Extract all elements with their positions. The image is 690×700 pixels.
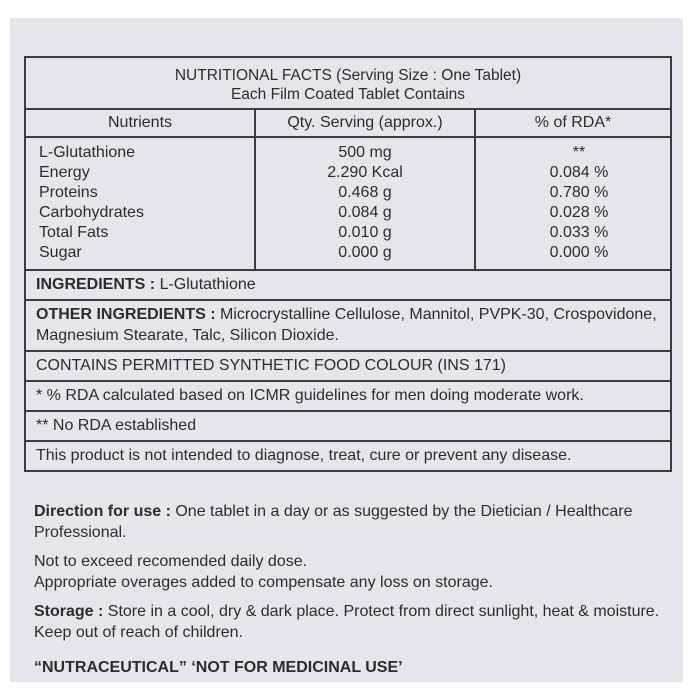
table-cell-nutrient: Sugar bbox=[39, 244, 82, 261]
table-cell-nutrient: Total Fats bbox=[39, 224, 109, 241]
table-cell-nutrient: Proteins bbox=[39, 184, 98, 201]
table-cell-rda: 0.033 % bbox=[549, 224, 609, 241]
instructions-block bbox=[34, 501, 674, 678]
table-cell-qty: 500 mg bbox=[338, 144, 392, 161]
table-cell-qty: 0.000 g bbox=[338, 244, 392, 261]
column-header-rda: % of RDA* bbox=[475, 110, 670, 137]
dose-warning: Not to exceed recomended daily dose. bbox=[34, 553, 308, 570]
no-rda-footnote: ** No RDA established bbox=[26, 410, 670, 440]
ingredients-section bbox=[26, 269, 670, 299]
nutraceutical-statement: “NUTRACEUTICAL” ‘NOT FOR MEDICINAL USE’ bbox=[34, 659, 403, 676]
storage-label: Storage : bbox=[34, 603, 104, 620]
table-cell-rda: 0.000 % bbox=[549, 244, 609, 261]
table-cell-qty: 2.290 Kcal bbox=[327, 164, 403, 181]
disclaimer: This product is not intended to diagnose, treat, cure or prevent any disease. bbox=[26, 440, 670, 470]
table-cell-qty: 0.010 g bbox=[338, 224, 392, 241]
storage-instructions bbox=[34, 601, 674, 643]
table-cell-rda: 0.028 % bbox=[549, 204, 609, 221]
facts-title-line1: NUTRITIONAL FACTS (Serving Size : One Tablet) bbox=[174, 67, 522, 84]
column-header-qty: Qty. Serving (approx.) bbox=[255, 110, 475, 137]
rda-footnote: * % RDA calculated based on ICMR guidelines for men doing moderate work. bbox=[26, 380, 670, 410]
column-header-nutrients: Nutrients bbox=[26, 110, 255, 137]
direction-for-use bbox=[34, 501, 674, 543]
table-cell-rda: 0.780 % bbox=[549, 184, 609, 201]
table-cell-qty: 0.084 g bbox=[338, 204, 392, 221]
table-cell-nutrient: L-Glutathione bbox=[39, 144, 136, 161]
table-body-row bbox=[26, 137, 670, 269]
table-cell-nutrient: Energy bbox=[39, 164, 90, 181]
nutrients-column bbox=[26, 137, 255, 269]
facts-title-line2: Each Film Coated Tablet Contains bbox=[230, 86, 466, 103]
table-cell-nutrient: Carbohydrates bbox=[39, 204, 144, 221]
food-colour-note: CONTAINS PERMITTED SYNTHETIC FOOD COLOUR (INS 171) bbox=[26, 350, 670, 380]
nutrition-facts-box bbox=[24, 56, 672, 472]
direction-value: One tablet in a day or as suggested by the Dietician / Healthcare Professional. bbox=[34, 503, 633, 541]
ingredients-label: INGREDIENTS : bbox=[36, 276, 156, 293]
other-ingredients-value: Microcrystalline Cellulose, Mannitol, PVPK-30, Crospovidone, Magnesium Stearate, Talc, Silicon Dioxide. bbox=[36, 306, 657, 344]
qty-column bbox=[255, 137, 475, 269]
label-card bbox=[10, 18, 683, 682]
table-cell-rda: 0.084 % bbox=[549, 164, 609, 181]
other-ingredients-label: OTHER INGREDIENTS : bbox=[36, 306, 216, 323]
storage-value: Store in a cool, dry & dark place. Protect from direct sunlight, heat & moisture. Keep out of reach of children. bbox=[34, 603, 660, 641]
facts-title bbox=[26, 58, 670, 110]
ingredients-value: L-Glutathione bbox=[155, 276, 256, 293]
overages-note: Appropriate overages added to compensate any loss on storage. bbox=[34, 574, 493, 591]
direction-label: Direction for use : bbox=[34, 503, 171, 520]
other-ingredients-section bbox=[26, 299, 670, 350]
table-cell-qty: 0.468 g bbox=[338, 184, 392, 201]
table-cell-rda: ** bbox=[572, 144, 586, 161]
rda-column bbox=[475, 137, 670, 269]
table-header-row bbox=[26, 110, 670, 137]
nutrition-table bbox=[26, 110, 670, 269]
